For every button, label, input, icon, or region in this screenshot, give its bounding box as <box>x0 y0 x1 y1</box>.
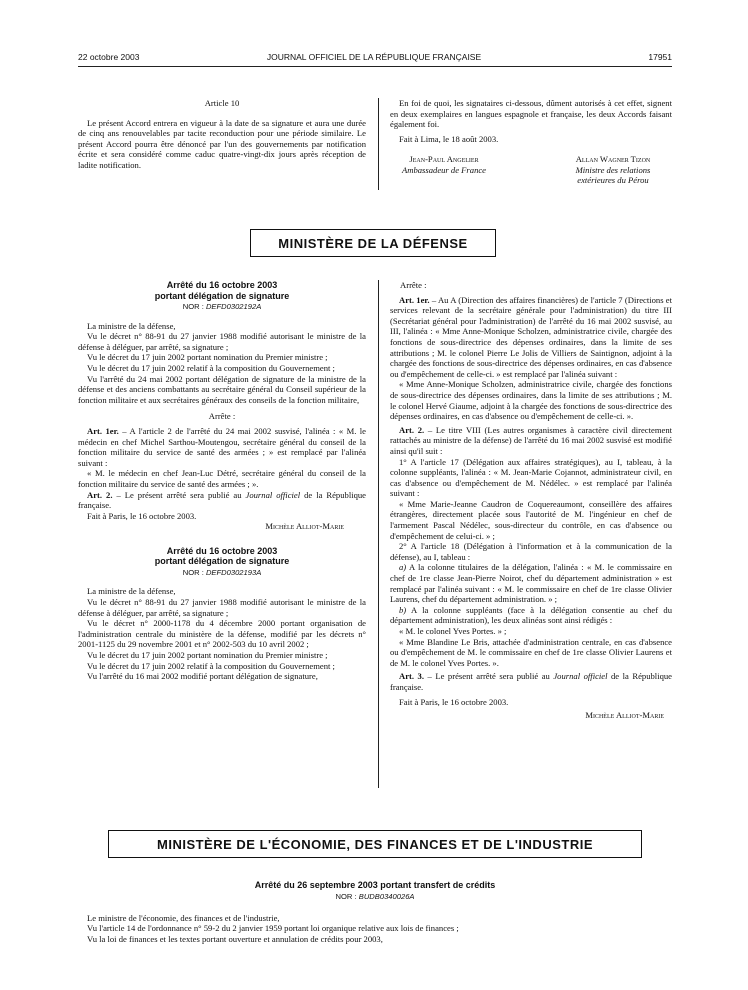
arrete-2-art2-item: « M. le colonel Yves Portes. » ; <box>399 626 507 636</box>
arrete-1-para: Vu le décret du 17 juin 2002 portant nomination du Premier ministre ; <box>87 352 328 363</box>
signatory-left-name: Jean-Paul Angelier <box>409 154 479 164</box>
arrete-1-arrete: Arrête : <box>208 411 236 422</box>
arrete-2-art2-item-a: a) A la colonne titulaires de la délégation, l'alinéa : « M. le commissaire en chef de 1re classe Jean-Pierre Noirot, chef du département administration » est remplacé par l'alinéa suivant : « M. le commissaire en chef de 1re classe Olivier Laurens, chef du département administration. » ; <box>390 562 672 605</box>
arrete-2-art2-item: « Mme Marie-Jeanne Caudron de Coquereaumont, conseillère des affaires étrangères, directement placée sous l'autorité de M. l'ingénieur en chef de l'armement Pascal Nédélec, sous-directeur du contrôle, en cas d'absence ou d'empêchement de celui-ci. » ; <box>390 498 672 541</box>
header-journal-title: JOURNAL OFFICIEL DE LA RÉPUBLIQUE FRANÇAISE <box>266 52 482 62</box>
arrete-1 <box>78 280 366 682</box>
signatory-right-name: Allan Wagner Tizon <box>575 154 651 164</box>
arrete-2-nor: NOR : DEFD0302193A <box>182 567 262 577</box>
arrete-3-para: Le ministre de l'économie, des finances et de l'industrie, <box>87 912 280 923</box>
signatory-left <box>384 154 504 175</box>
arrete-1-art1-text: « M. le médecin en chef Jean-Luc Détré, secrétaire général du conseil de la fonction militaire du service de santé des armées ; ». <box>78 468 366 489</box>
arrete-1-title: Arrêté du 16 octobre 2003 <box>166 280 278 290</box>
article-paragraph: Le présent Accord entrera en vigueur à la date de sa signature et aura une durée de cinq ans renouvelables par tacite reconduction pour une période similaire. Le présent Accord pourra être dénoncé par l'un des gouvernements par notification écrite et sera considéré comme caduc quatre-vingt-dix jours après réception de ladite notification. <box>78 117 366 170</box>
arrete-2-para: Vu le décret du 17 juin 2002 portant nomination du Premier ministre ; <box>87 650 328 661</box>
arrete-3 <box>78 880 672 944</box>
arrete-2-title: Arrêté du 16 octobre 2003 <box>166 545 278 556</box>
arrete-2-art2-item: 2° A l'article 18 (Délégation à l'information et à la communication de la défense), au I, tableau : <box>390 541 672 562</box>
arrete-2-done: Fait à Paris, le 16 octobre 2003. <box>399 696 509 707</box>
column-separator <box>378 98 379 190</box>
signatory-right-title-2: extérieures du Pérou <box>577 175 649 186</box>
signatory-left-title: Ambassadeur de France <box>401 164 486 175</box>
arrete-1-para: La ministre de la défense, <box>87 320 176 331</box>
arrete-1-art2: Art. 2. – Le présent arrêté sera publié au Journal officiel de la République française. <box>78 489 366 511</box>
arrete-2-art2-item: 1° A l'article 17 (Délégation aux affaires stratégiques), au I, tableau, à la colonne suppléants, l'alinéa : « M. Jean-Marie Cojannot, administrateur civil, en cas d'absence ou d'empêchement de M. Nédélec. » est remplacé par l'alinéa suivant : <box>390 456 672 499</box>
arrete-2-subtitle: portant délégation de signature <box>154 556 290 567</box>
header-page-number: 17951 <box>648 52 672 62</box>
arrete-2-para: Vu l'arrêté du 16 mai 2002 modifié portant délégation de signature, <box>87 671 318 682</box>
header-rule <box>78 66 672 67</box>
arrete-2-para: La ministre de la défense, <box>87 586 176 597</box>
arrete-2-continued <box>390 280 672 721</box>
ministry-defense-heading: MINISTÈRE DE LA DÉFENSE <box>250 229 496 257</box>
arrete-1-art1: Art. 1er. – A l'article 2 de l'arrêté du 24 mai 2002 susvisé, l'alinéa : « M. le médecin en chef Michel Sarthou-Moutengou, secrétaire général du conseil de la fonction militaire du service de santé des armées ; » est remplacé par l'alinéa suivant : <box>78 425 366 468</box>
arrete-2-art2-item-b: b) A la colonne suppléants (face à la délégation consentie au chef du département administration), les deux alinéas sont ainsi rédigés : <box>390 604 672 626</box>
arrete-2-para: Vu le décret n° 88-91 du 27 janvier 1988 modifié autorisant le ministre de la défense à déléguer, par arrêté, sa signature ; <box>78 597 366 618</box>
arrete-1-para: Vu le décret du 17 juin 2002 relatif à la composition du Gouvernement ; <box>87 362 335 373</box>
arrete-2-art2-item: « Mme Blandine Le Bris, attachée d'administration centrale, en cas d'absence ou d'empêchement de M. le commissaire en chef de 1re classe Olivier Laurens et de M. le colonel Yves Portes. ». <box>390 636 672 668</box>
arrete-3-title: Arrêté du 26 septembre 2003 portant transfert de crédits <box>254 880 496 890</box>
article-heading: Article 10 <box>204 98 240 108</box>
arrete-3-para: Vu la loi de finances et les textes portant ouverture et annulation de crédits pour 2003, <box>87 933 383 944</box>
arrete-1-para: Vu le décret n° 88-91 du 27 janvier 1988 modifié autorisant le ministre de la défense à déléguer, par arrêté, sa signature ; <box>78 331 366 352</box>
arrete-2-art1: Art. 1er. – Au A (Direction des affaires financières) de l'article 7 (Directions et services relevant de la secrétaire générale pour l'administration) du titre III (Secrétariat général pour l'administration) de l'arrêté du 16 mai 2002 susvisé, au III, l'alinéa : « Mme Anne-Monique Scholzen, administratrice civile, chargée des fonctions de sous-directrice des dépenses ordinaires, dans la limite de ses attributions ; M. le colonel Pierre Le Jolis de Villiers de Saintignon, adjoint à la chargée des fonctions de sous-directrice des dépenses ordinaires, en cas d'absence ou d'empêchement de celle-ci. » est remplacé par l'alinéa suivant : <box>390 294 673 379</box>
signatory-right-title: Ministre des relations <box>575 164 651 175</box>
signatory-right <box>552 154 674 186</box>
arrete-1-para: Vu l'arrêté du 24 mai 2002 portant délégation de signature de la ministre de la défense et des anciens combattants au secrétaire général du Conseil supérieur de la fonction militaire et aux secrétaires généraux des conseils de la fonction militaire, <box>78 373 366 405</box>
arrete-2-art2: Art. 2. – Le titre VIII (Les autres organismes à caractère civil directement rattachés au ministre de la défense) de l'arrêté du 16 mai 2002 susvisé est modifié ainsi qu'il suit : <box>390 424 673 456</box>
arrete-1-done: Fait à Paris, le 16 octobre 2003. <box>87 510 197 521</box>
ministry-economy-heading: MINISTÈRE DE L'ÉCONOMIE, DES FINANCES ET DE L'INDUSTRIE <box>108 830 642 858</box>
arrete-3-nor: NOR : BUDB0340026A <box>335 891 415 901</box>
arrete-1-subtitle: portant délégation de signature <box>154 290 290 301</box>
closing-paragraph: En foi de quoi, les signataires ci-dessous, dûment autorisés à cet effet, signent en deux exemplaires en langues espagnole et française, les deux Accords faisant également foi. <box>390 98 672 130</box>
article-10-block <box>78 98 366 171</box>
arrete-3-para: Vu l'article 14 de l'ordonnance n° 59-2 du 2 janvier 1959 portant loi organique relative aux lois de finances ; <box>87 923 459 934</box>
arrete-1-nor: NOR : DEFD0302192A <box>182 302 262 311</box>
arrete-2-signature: Michèle Alliot-Marie <box>585 710 664 721</box>
column-separator <box>378 280 379 788</box>
arrete-2-arrete: Arrête : <box>400 280 427 290</box>
header-date: 22 octobre 2003 <box>78 52 140 62</box>
arrete-2-art3: Art. 3. – Le présent arrêté sera publié au Journal officiel de la République française. <box>390 671 672 692</box>
arrete-1-signature: Michèle Alliot-Marie <box>265 521 344 532</box>
arrete-2-para: Vu le décret n° 2000-1178 du 4 décembre 2000 portant organisation de l'administration centrale du ministère de la défense, modifié par les décrets n° 2001-1125 du 29 novembre 2001 et n° 2002-503 du 10 avril 2002 ; <box>78 618 366 650</box>
arrete-2-para: Vu le décret du 17 juin 2002 relatif à la composition du Gouvernement ; <box>87 660 335 671</box>
place-date: Fait à Lima, le 18 août 2003. <box>399 133 499 144</box>
signature-block <box>390 98 672 144</box>
arrete-2-art1-text: « Mme Anne-Monique Scholzen, administratrice civile, chargée des fonctions de sous-directrice des dépenses ordinaires, dans la limite de ses attributions ; M. le colonel Hervé Giaume, adjoint à la chargée des fonctions de sous-directrice des dépenses ordinaires, en cas d'absence ou d'empêchement de celle-ci. ». <box>390 379 672 422</box>
